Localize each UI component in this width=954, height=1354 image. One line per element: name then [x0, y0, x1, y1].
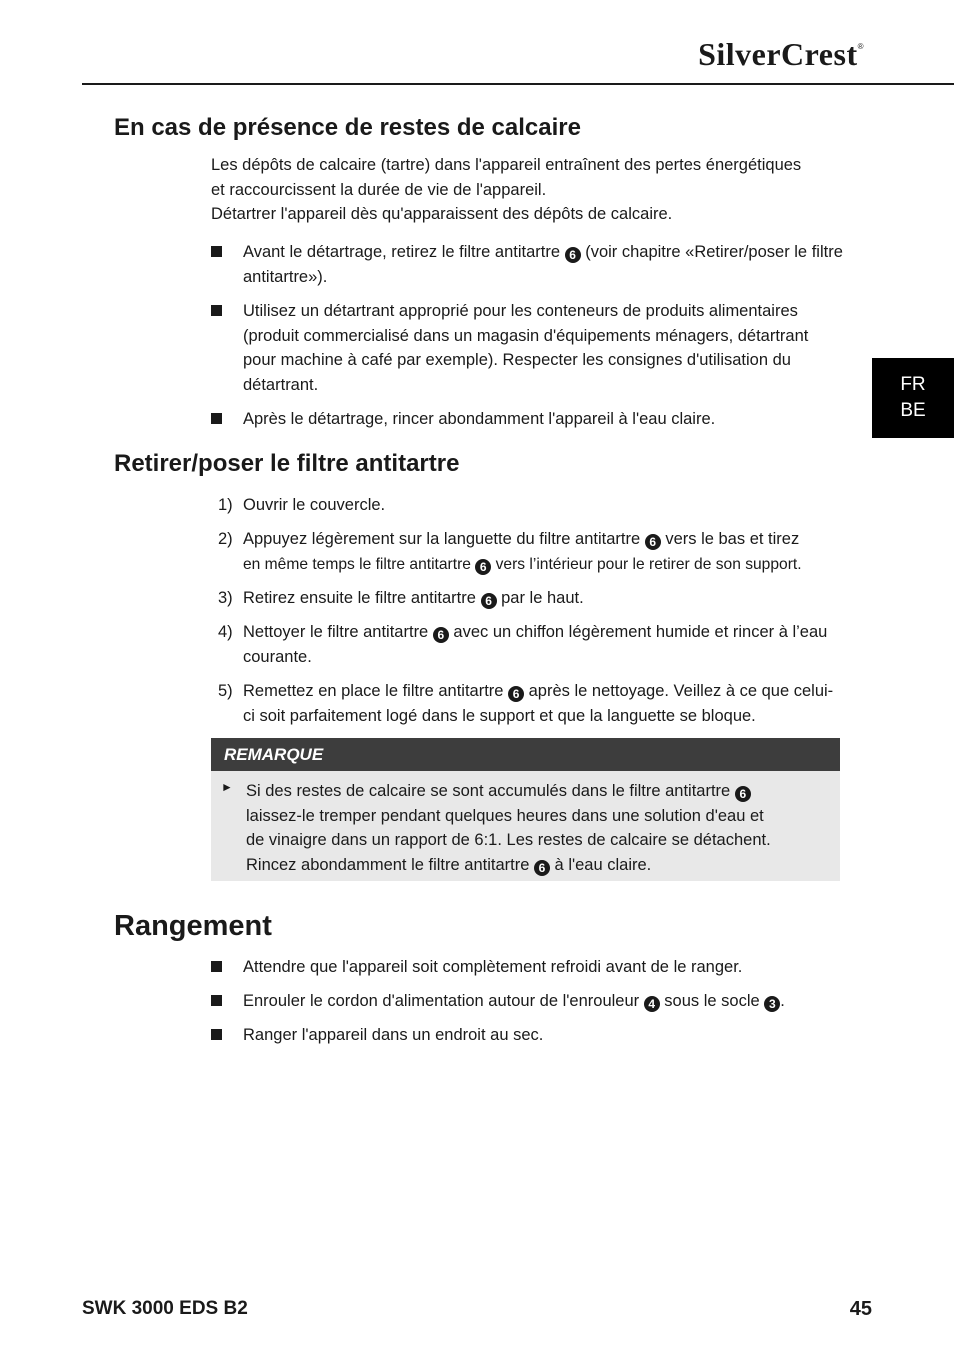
bullet-square-icon: [211, 955, 222, 980]
bullet-square-icon: [211, 989, 222, 1014]
note-heading: REMARQUE: [211, 738, 840, 771]
section-title-filtre: Retirer/poser le filtre antitartre: [114, 450, 460, 477]
section-title-calcaire: En cas de présence de restes de calcaire: [114, 114, 581, 141]
part-number-badge-icon: 6: [433, 627, 449, 643]
language-tab-be: BE: [900, 400, 926, 421]
step-number: 3): [218, 589, 233, 607]
brand-name: SilverCrest: [698, 36, 858, 72]
part-number-badge-icon: 6: [735, 786, 751, 802]
intro-line-3: Détartrer l'appareil dès qu'apparaissent des dépôts de calcaire.: [211, 205, 673, 223]
intro-line-1: Les dépôts de calcaire (tartre) dans l'appareil entraînent des pertes énergétiques: [211, 156, 802, 174]
part-number-badge-icon: 3: [764, 996, 780, 1012]
bullet-square-icon: [211, 299, 222, 324]
arrow-right-icon: ►: [221, 780, 233, 794]
language-tab: [872, 358, 954, 438]
bullet-square-icon: [211, 240, 222, 265]
step-number: 5): [218, 682, 233, 700]
bullet-square-icon: [211, 407, 222, 432]
section-title-rangement: Rangement: [114, 910, 272, 942]
note-box: [211, 771, 840, 881]
step-number: 4): [218, 623, 233, 641]
step-number: 2): [218, 530, 233, 548]
intro-line-2: et raccourcissent la durée de vie de l'appareil.: [211, 180, 547, 199]
note-text: Si des restes de calcaire se sont accumulés dans le filtre antitartre 6 laissez-le tremper pendant quelques heures dans une solution d'eau et de vinaigre dans un rapport de 6:1. Les restes de calcaire se détachent. Rincez abondamment le filtre antitartre 6 à l'eau claire.: [246, 782, 771, 875]
bullet-square-icon: [211, 1023, 222, 1048]
intro-paragraph: [211, 153, 851, 227]
registered-mark: ®: [857, 42, 864, 51]
part-number-badge-icon: 6: [481, 593, 497, 609]
language-tab-fr: FR: [900, 374, 926, 395]
page-number: 45: [849, 1298, 872, 1320]
part-number-badge-icon: 4: [644, 996, 660, 1012]
step-number: 1): [218, 496, 233, 514]
brand-logo: [698, 36, 864, 73]
part-number-badge-icon: 6: [565, 247, 581, 263]
header-rule: [82, 83, 954, 85]
part-number-badge-icon: 6: [534, 860, 550, 876]
part-number-badge-icon: 6: [645, 534, 661, 550]
part-number-badge-icon: 6: [508, 686, 524, 702]
part-number-badge-icon: 6: [475, 559, 491, 575]
footer-model: SWK 3000 EDS B2: [82, 1298, 248, 1319]
